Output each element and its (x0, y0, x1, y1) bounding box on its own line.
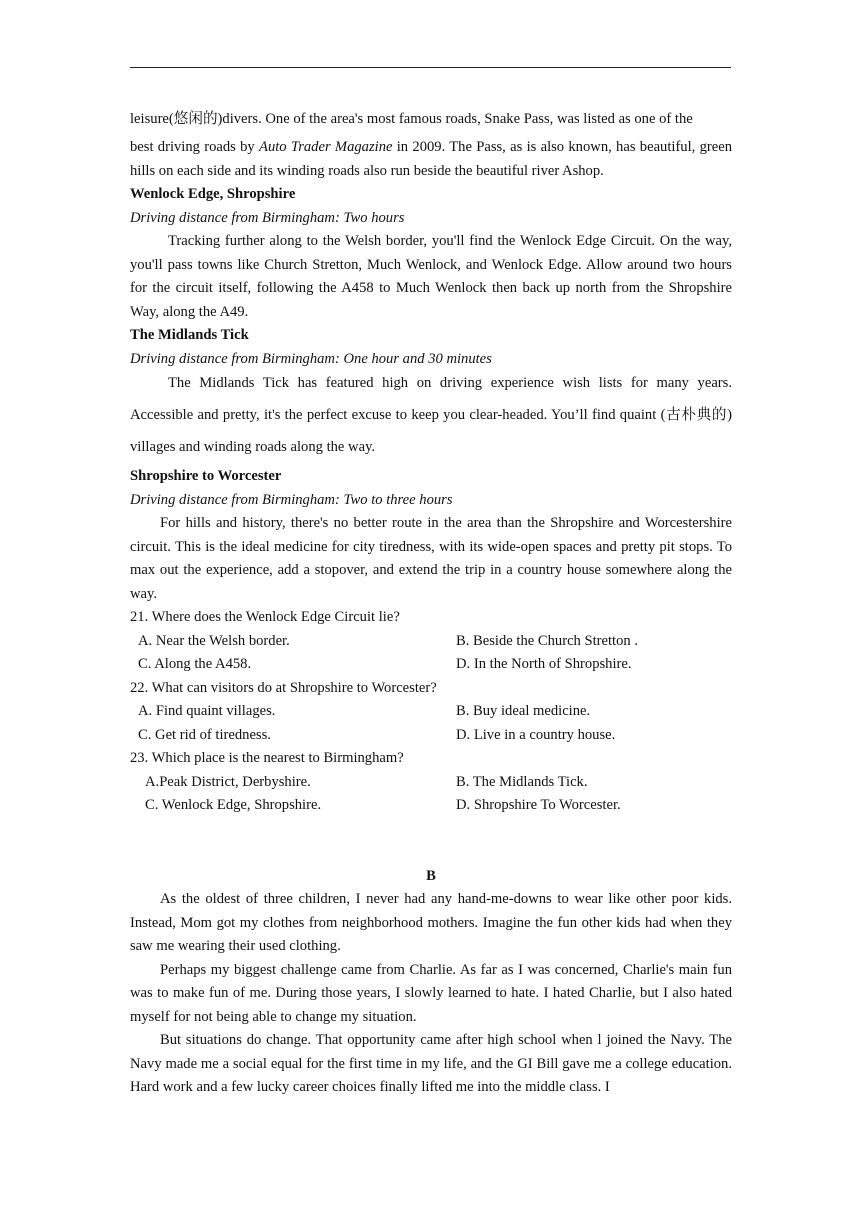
part-b-paragraph: But situations do change. That opportunity came after high school when l joined the Navy. The Navy made me a social equal for the first time in my life, and the GI Bill gave me a college education. Hard work and a few lucky career choices finally lifted me into the middle class. I (130, 1032, 732, 1095)
option-d[interactable]: D. Shropshire To Worcester. (456, 797, 621, 813)
option-d[interactable]: D. In the North of Shropshire. (456, 656, 632, 672)
part-b-paragraph: As the oldest of three children, I never had any hand-me-downs to wear like other poor kids. Instead, Mom got my clothes from neighborhood mothers. Imagine the fun other kids had when they saw me wearing their used clothing. (130, 891, 732, 954)
part-b-label: B (426, 867, 436, 884)
intro-line-1: leisure(悠闲的)divers. One of the area's most famous roads, Snake Pass, was listed as one of the (130, 111, 693, 127)
section-heading: The Midlands Tick (130, 327, 249, 343)
option-a[interactable]: A. Near the Welsh border. (138, 632, 290, 649)
option-row (130, 724, 732, 748)
document-body (130, 104, 732, 1100)
section-body: The Midlands Tick has featured high on driving experience wish lists for many years. Accessible and pretty, it's the perfect excuse to keep you clear-headed. You’ll find quaint (古朴典的) villages and winding roads along the way. (130, 375, 732, 455)
intro-paragraph: best driving roads by Auto Trader Magazine in 2009. The Pass, as is also known, has beautiful, green hills on each side and its winding roads also run beside the beautiful river Ashop. (130, 139, 733, 179)
option-b[interactable]: B. Beside the Church Stretton . (456, 632, 638, 649)
option-row (130, 700, 732, 724)
magazine-title: Auto Trader Magazine (259, 139, 393, 155)
option-a[interactable]: A.Peak District, Derbyshire. (145, 773, 311, 790)
question-stem: 23. Which place is the nearest to Birmingham? (130, 750, 404, 766)
option-b[interactable]: B. Buy ideal medicine. (456, 703, 591, 719)
section-distance: Driving distance from Birmingham: Two to three hours (130, 491, 453, 508)
header-rule (130, 67, 731, 68)
option-c[interactable]: C. Get rid of tiredness. (138, 726, 271, 743)
part-b-paragraph: Perhaps my biggest challenge came from Charlie. As far as I was concerned, Charlie's main fun was to make fun of me. During those years, I slowly learned to hate. I hated Charlie, but I also hated myself for not being able to change my situation. (130, 961, 732, 1025)
option-row (130, 794, 732, 818)
option-row (130, 771, 732, 795)
option-c[interactable]: C. Wenlock Edge, Shropshire. (145, 797, 322, 813)
question-stem: 22. What can visitors do at Shropshire to Worcester? (130, 679, 437, 696)
section-distance: Driving distance from Birmingham: One hour and 30 minutes (130, 350, 492, 367)
section-heading: Wenlock Edge, Shropshire (130, 186, 296, 202)
section-distance: Driving distance from Birmingham: Two hours (130, 209, 405, 226)
question-stem: 21. Where does the Wenlock Edge Circuit lie? (130, 609, 400, 625)
option-row (130, 630, 732, 654)
option-row (130, 653, 732, 677)
option-b[interactable]: B. The Midlands Tick. (456, 773, 588, 790)
option-a[interactable]: A. Find quaint villages. (138, 703, 276, 719)
option-d[interactable]: D. Live in a country house. (456, 726, 616, 743)
section-body: Tracking further along to the Welsh border, you'll find the Wenlock Edge Circuit. On the way, you'll pass towns like Church Stretton, Much Wenlock, and Wenlock Edge. Allow around two hours for the circuit itself, following the A458 to Much Wenlock then back up north from the Shropshire Way, along the A49. (130, 233, 732, 320)
option-c[interactable]: C. Along the A458. (138, 656, 252, 672)
section-body: For hills and history, there's no better route in the area than the Shropshire and Worcestershire circuit. This is the ideal medicine for city tiredness, with its wide-open spaces and pretty pit stops. To max out the experience, add a stopover, and extend the trip in a country house somewhere along the way. (130, 515, 732, 602)
section-heading: Shropshire to Worcester (130, 468, 282, 484)
